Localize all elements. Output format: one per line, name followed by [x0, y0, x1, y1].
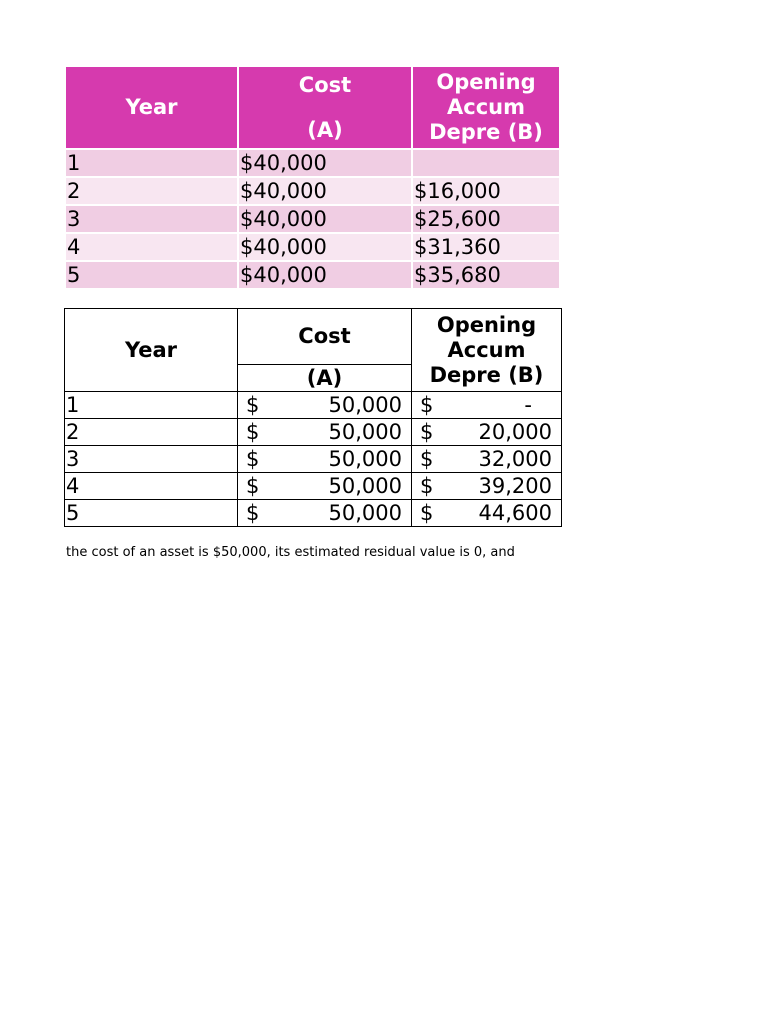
- header-opening-line3: Depre (B): [429, 120, 543, 144]
- currency-symbol: $: [420, 420, 434, 444]
- table-row: [65, 419, 562, 446]
- cell-opening: $31,360: [413, 234, 559, 260]
- header-year-label: Year: [124, 337, 178, 362]
- cost-value: 50,000: [328, 447, 402, 471]
- cell-cost: [238, 419, 412, 446]
- cell-year: 2: [66, 178, 237, 204]
- opening-value: 32,000: [478, 447, 552, 471]
- currency-symbol: $: [420, 474, 434, 498]
- opening-value: 20,000: [478, 420, 552, 444]
- header-cost: [239, 67, 411, 148]
- depreciation-table-2: [64, 308, 562, 527]
- header-cost-sublabel-text: (A): [306, 365, 343, 390]
- cell-opening: $25,600: [413, 206, 559, 232]
- table-row: [66, 150, 559, 176]
- header-opening-line2: Accum: [447, 337, 526, 362]
- cell-opening: [412, 419, 562, 446]
- currency-symbol: $: [246, 447, 260, 471]
- header-year: [66, 67, 237, 148]
- cost-value: 50,000: [328, 393, 402, 417]
- currency-symbol: $: [246, 501, 260, 525]
- depreciation-table-1: [64, 65, 561, 290]
- cell-cost: [238, 446, 412, 473]
- currency-symbol: $: [420, 447, 434, 471]
- cell-year: 1: [65, 392, 238, 419]
- currency-symbol: $: [246, 474, 260, 498]
- header-opening-line3: Depre (B): [429, 362, 544, 387]
- table-row: [65, 473, 562, 500]
- header-cost-sublabel: (A): [307, 117, 343, 142]
- currency-symbol: $: [420, 393, 434, 417]
- header-opening-line1: Opening: [436, 312, 537, 337]
- note-text: the cost of an asset is $50,000, its estimated residual value is 0, and: [66, 545, 515, 560]
- cost-value: 50,000: [328, 420, 402, 444]
- cell-cost: $40,000: [239, 178, 411, 204]
- header-cost: [238, 309, 412, 365]
- cell-cost: [238, 473, 412, 500]
- header-opening-accum-depre: [413, 67, 559, 148]
- currency-symbol: $: [420, 501, 434, 525]
- cell-year: 1: [66, 150, 237, 176]
- table-row: [66, 178, 559, 204]
- header-year: [65, 309, 238, 392]
- cost-value: 50,000: [328, 474, 402, 498]
- currency-symbol: $: [246, 393, 260, 417]
- cell-opening: [412, 392, 562, 419]
- opening-value: 39,200: [478, 474, 552, 498]
- cell-year: 4: [66, 234, 237, 260]
- header-opening-line2: Accum: [447, 95, 525, 119]
- table-row: [66, 206, 559, 232]
- table-row: [65, 446, 562, 473]
- cell-opening: [412, 473, 562, 500]
- opening-value: -: [524, 393, 532, 417]
- cell-opening: [412, 500, 562, 527]
- cell-opening: $35,680: [413, 262, 559, 288]
- cell-year: 5: [66, 262, 237, 288]
- header-cost-sublabel: [238, 365, 412, 392]
- cost-value: 50,000: [328, 501, 402, 525]
- cell-cost: $40,000: [239, 206, 411, 232]
- cell-opening: [413, 150, 559, 176]
- table-row: [65, 392, 562, 419]
- table-row: [65, 500, 562, 527]
- cell-year: 5: [65, 500, 238, 527]
- cell-cost: $40,000: [239, 234, 411, 260]
- header-opening-accum-depre: [412, 309, 562, 392]
- cell-year: 3: [65, 446, 238, 473]
- cell-opening: $16,000: [413, 178, 559, 204]
- cell-opening: [412, 446, 562, 473]
- table-row: [66, 234, 559, 260]
- header-opening-line1: Opening: [436, 70, 536, 94]
- cell-cost: [238, 392, 412, 419]
- cell-cost: $40,000: [239, 262, 411, 288]
- table-header-row: [65, 309, 562, 365]
- cell-year: 4: [65, 473, 238, 500]
- opening-value: 44,600: [478, 501, 552, 525]
- table-row: [66, 262, 559, 288]
- header-cost-label: Cost: [298, 324, 351, 348]
- cell-year: 3: [66, 206, 237, 232]
- cell-cost: [238, 500, 412, 527]
- header-year-label: Year: [125, 95, 178, 119]
- header-cost-label: Cost: [298, 72, 352, 97]
- currency-symbol: $: [246, 420, 260, 444]
- cell-year: 2: [65, 419, 238, 446]
- table-header-row: [66, 67, 559, 148]
- cell-cost: $40,000: [239, 150, 411, 176]
